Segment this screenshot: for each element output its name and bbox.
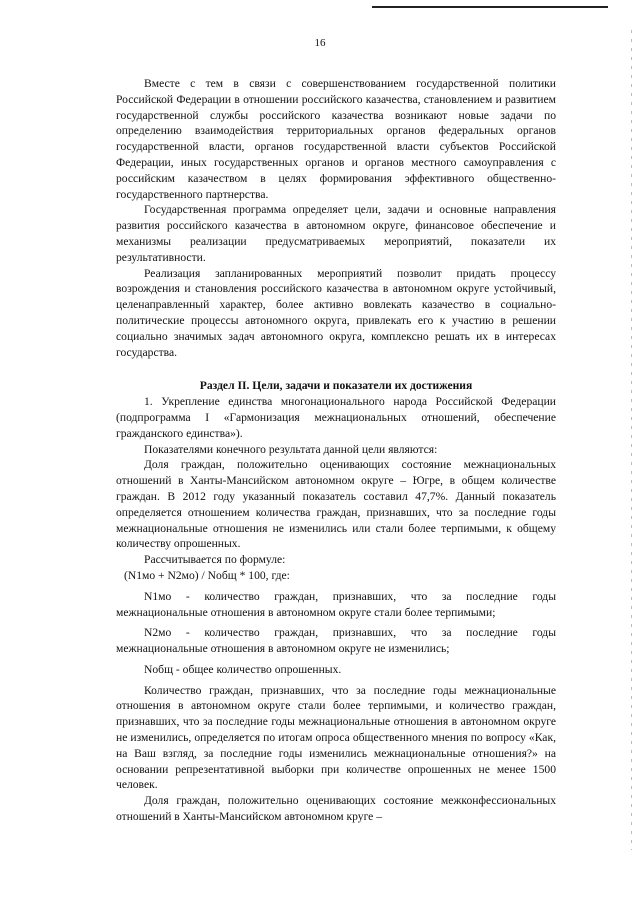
variable-n1: [116, 589, 556, 621]
variable-ntotal: [116, 662, 556, 678]
paragraph-intro-2: Государственная программа определяет цели, задачи и основные направления развития российского казачества в автономном округе, финансовое обеспечение и механизмы реализации предусматриваемых мероприятий, показатели их результативности.: [116, 203, 556, 264]
paragraph-confessional: Доля граждан, положительно оценивающих состояние межконфессиональных отношений в Ханты-Мансийском автономном круге –: [116, 794, 556, 824]
variable-n2: [116, 625, 556, 657]
paragraph-formula-intro: Рассчитывается по формуле:: [144, 553, 286, 567]
variable-n2-symbol: N2мо: [144, 626, 172, 640]
formula: (N1мо + N2мо) / Nобщ * 100, где:: [124, 568, 290, 582]
document-body: [116, 76, 556, 825]
variable-n1-symbol: N1мо: [144, 589, 172, 603]
variable-ntotal-symbol: Nобщ: [144, 662, 173, 676]
paragraph-intro-1: Вместе с тем в связи с совершенствованием государственной политики Российской Федерации в отношении российского казачества, становлением и развитием государственной службы российского казачества возникают новые задачи по определению взаимодействия территориальных органов федеральных органов государственной власти, органов государственной власти субъектов Российской Федерации, иных государственных органов и органов местного самоуправления с российским казачеством в целях формирования эффективного общественно-государственного партнерства.: [116, 77, 556, 201]
paragraph-goal-1: 1. Укрепление единства многонационального народа Российской Федерации (подпрограмма I «Гармонизация межнациональных отношений, обеспечение гражданского единства»).: [116, 395, 556, 440]
variable-n2-text: - количество граждан, признавших, что за последние годы межнациональные отношения в автономном округе не изменились;: [116, 626, 556, 656]
section-title: Раздел II. Цели, задачи и показатели их достижения: [199, 379, 473, 393]
page-number: 16: [314, 37, 326, 49]
top-rule: [372, 6, 608, 8]
scan-edge: [631, 30, 632, 850]
variable-ntotal-text: - общее количество опрошенных.: [173, 662, 342, 676]
paragraph-survey: Количество граждан, признавших, что за последние годы межнациональные отношения в автономном округе стали более терпимыми, и количество граждан, признавших, что за последние годы межнациональные отношения в автономном округе не изменились, определяется по итогам опроса общественного мнения по вопросу «Как, на Ваш взгляд, за последние годы изменились межнациональные отношения?» на основании репрезентативной выборки при количестве опрошенных не менее 1500 человек.: [116, 683, 556, 792]
paragraph-indicator-share: Доля граждан, положительно оценивающих состояние межнациональных отношений в Ханты-Мансийском автономном округе – Югре, в общем количестве граждан. В 2012 году указанный показатель составил 47,7%. Данный показатель определяется отношением количества граждан, признавших, что за последние годы межнациональные отношения не изменились или стали более терпимыми, к общему количеству опрошенных.: [116, 458, 556, 551]
paragraph-intro-3: Реализация запланированных мероприятий позволит придать процессу возрождения и становления российского казачества в автономном округе устойчивый, целенаправленный характер, более активно вовлекать казачество в социально-политические процессы автономного округа, привлекать его к участию в решении социально значимых задач автономного округа, комплексно решать их в интересах государства.: [116, 266, 556, 359]
paragraph-indicators-intro: Показателями конечного результата данной цели являются:: [144, 442, 438, 456]
variable-n1-text: - количество граждан, признавших, что за последние годы межнациональные отношения в автономном округе стали более терпимыми;: [116, 589, 556, 619]
